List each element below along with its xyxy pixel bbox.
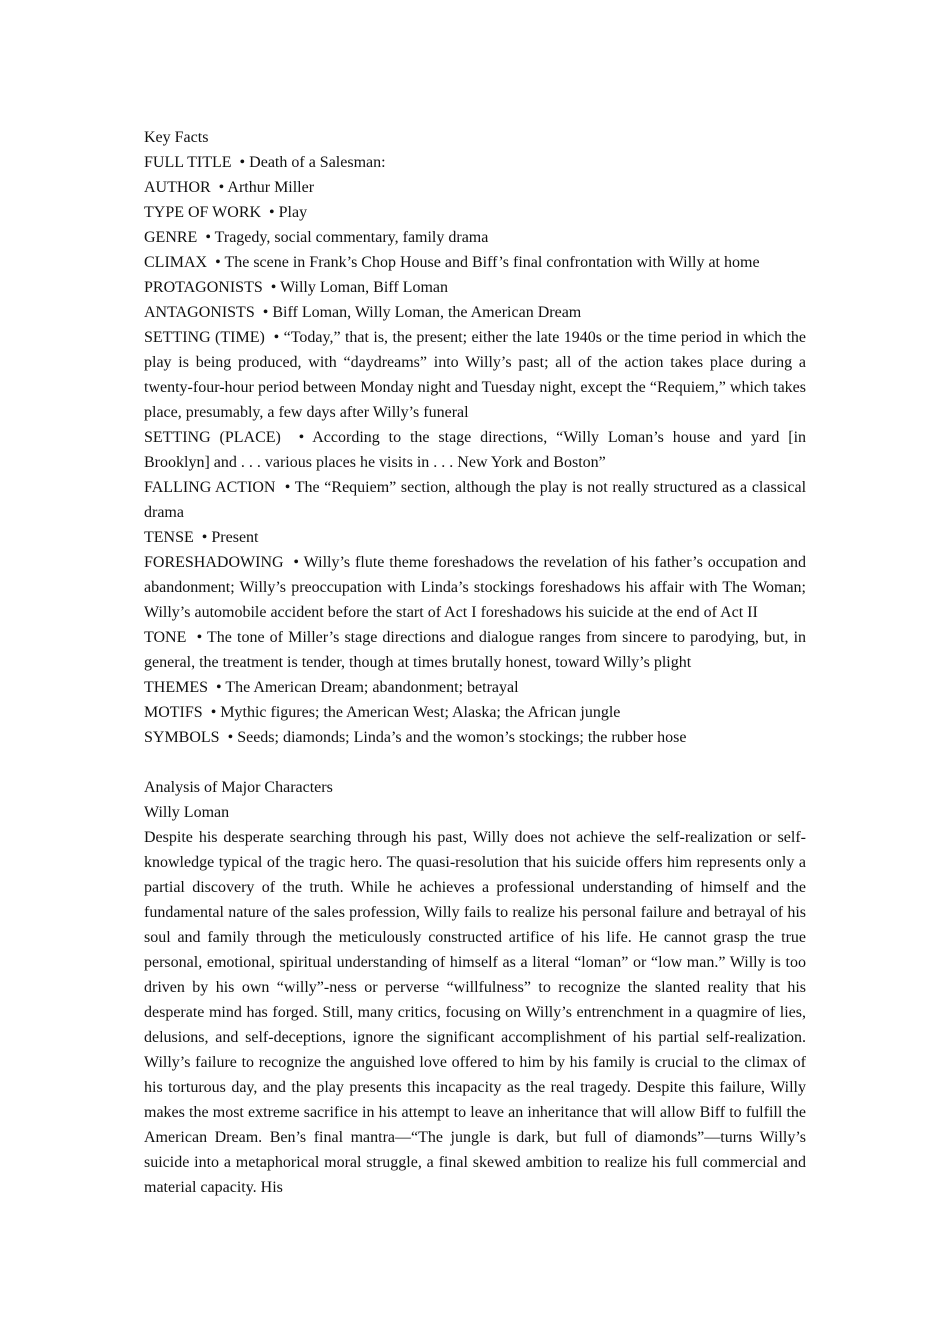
key-fact-label: SETTING (PLACE) [144,429,281,446]
bullet-icon: • [270,279,277,296]
key-fact-row [144,675,806,700]
key-fact-value: Seeds; diamonds; Linda’s and the womon’s stockings; the rubber hose [237,729,687,746]
key-fact-value: The tone of Miller’s stage directions and dialogue ranges from sincere to parodying, but, in general, the treatment is tender, though at times brutally honest, toward Willy’s plight [144,629,807,671]
character-name: Willy Loman [144,804,230,821]
key-fact-label: FORESHADOWING [144,554,284,571]
key-fact-value: Play [278,204,308,221]
key-fact-label: TENSE [144,529,194,546]
key-fact-row [144,550,806,625]
key-fact-row [144,300,806,325]
key-facts-heading: Key Facts [144,129,209,146]
bullet-icon: • [262,304,269,321]
key-fact-row [144,275,806,300]
key-fact-row [144,725,806,750]
section-spacer [144,750,806,775]
bullet-icon: • [216,679,222,696]
bullet-icon: • [293,554,300,571]
bullet-icon: • [205,229,211,246]
key-facts-list [144,150,806,750]
key-fact-label: ANTAGONISTS [144,304,255,321]
key-fact-label: PROTAGONISTS [144,279,263,296]
key-fact-row [144,175,806,200]
key-fact-row [144,200,806,225]
key-fact-label: TONE [144,629,187,646]
key-fact-value: The “Requiem” section, although the play is not really structured as a classical drama [144,479,807,521]
key-fact-value: Tragedy, social commentary, family drama [214,229,489,246]
key-fact-row [144,700,806,725]
key-fact-value: Biff Loman, Willy Loman, the American Dream [272,304,582,321]
bullet-icon: • [215,254,221,271]
key-fact-label: MOTIFS [144,704,203,721]
key-fact-row [144,150,806,175]
key-fact-label: GENRE [144,229,198,246]
key-fact-row [144,225,806,250]
bullet-icon: • [284,479,291,496]
bullet-icon: • [239,154,246,171]
key-fact-label: THEMES [144,679,208,696]
document-page [144,125,806,1200]
key-fact-value: Mythic figures; the American West; Alaska; the African jungle [220,704,621,721]
key-fact-label: TYPE OF WORK [144,204,262,221]
key-fact-value: Arthur Miller [227,179,315,196]
key-fact-label: SETTING (TIME) [144,329,265,346]
bullet-icon: • [273,329,280,346]
bullet-icon: • [201,529,208,546]
bullet-icon: • [227,729,234,746]
key-fact-value: “Today,” that is, the present; either the late 1940s or the time period in which the play is being produced, with “daydreams” into Willy’s past; all of the action takes place during a twenty-four-hour period between Monday night and Tuesday night, except the “Requiem,” which takes place, presumably, a few days after Willy’s funeral [144,329,807,421]
bullet-icon: • [210,704,217,721]
key-fact-label: SYMBOLS [144,729,220,746]
key-fact-row [144,325,806,425]
bullet-icon: • [298,429,305,446]
key-fact-value: Willy Loman, Biff Loman [280,279,448,296]
key-fact-label: AUTHOR [144,179,211,196]
key-fact-label: FALLING ACTION [144,479,276,496]
key-fact-row [144,525,806,550]
key-fact-value: Willy’s flute theme foreshadows the revelation of his father’s occupation and abandonment; Willy’s preoccupation with Linda’s stockings foreshadows his affair with The Woman; Willy’s automobile accident before the start of Act I foreshadows his suicide at the end of Act II [144,554,806,621]
analysis-heading: Analysis of Major Characters [144,779,333,796]
bullet-icon: • [218,179,225,196]
key-fact-label: CLIMAX [144,254,208,271]
key-fact-value: Present [211,529,259,546]
key-fact-value: Death of a Salesman: [249,154,386,171]
key-fact-row [144,475,806,525]
bullet-icon: • [269,204,275,221]
key-fact-value: The scene in Frank’s Chop House and Biff’s final confrontation with Willy at home [224,254,760,271]
bullet-icon: • [196,629,203,646]
character-analysis-paragraph: Despite his desperate searching through his past, Willy does not achieve the self-realization or self-knowledge typical of the tragic hero. The quasi-resolution that his suicide offers him represents only a partial discovery of the truth. While he achieves a professional understanding of himself and the fundamental nature of the sales profession, Willy fails to realize his personal failure and betrayal of his soul and family through the meticulously constructed artifice of his life. He cannot grasp the true personal, emotional, spiritual understanding of himself as a literal “loman” or “low man.” Willy is too driven by his own “willy”-ness or perverse “willfulness” to recognize the slanted reality that his desperate mind has forged. Still, many critics, focusing on Willy’s entrenchment in a quagmire of lies, delusions, and self-deceptions, ignore the significant accomplishment of his partial self-realization. Willy’s failure to recognize the anguished love offered to him by his family is crucial to the climax of his torturous day, and the play presents this incapacity as the real tragedy. Despite this failure, Willy makes the most extreme sacrifice in his attempt to leave an inheritance that will allow Biff to fulfill the American Dream. Ben’s final mantra—“The jungle is dark, but full of diamonds”—turns Willy’s suicide into a metaphorical moral struggle, a final skewed ambition to realize his full commercial and material capacity. His [144,829,806,1196]
key-fact-row [144,250,806,275]
key-fact-value: According to the stage directions, “Willy Loman’s house and yard [in Brooklyn] and . . . various places he visits in . . . New York and Boston” [144,429,807,471]
key-fact-row [144,625,806,675]
key-fact-row [144,425,806,475]
key-fact-label: FULL TITLE [144,154,232,171]
key-fact-value: The American Dream; abandonment; betrayal [225,679,519,696]
